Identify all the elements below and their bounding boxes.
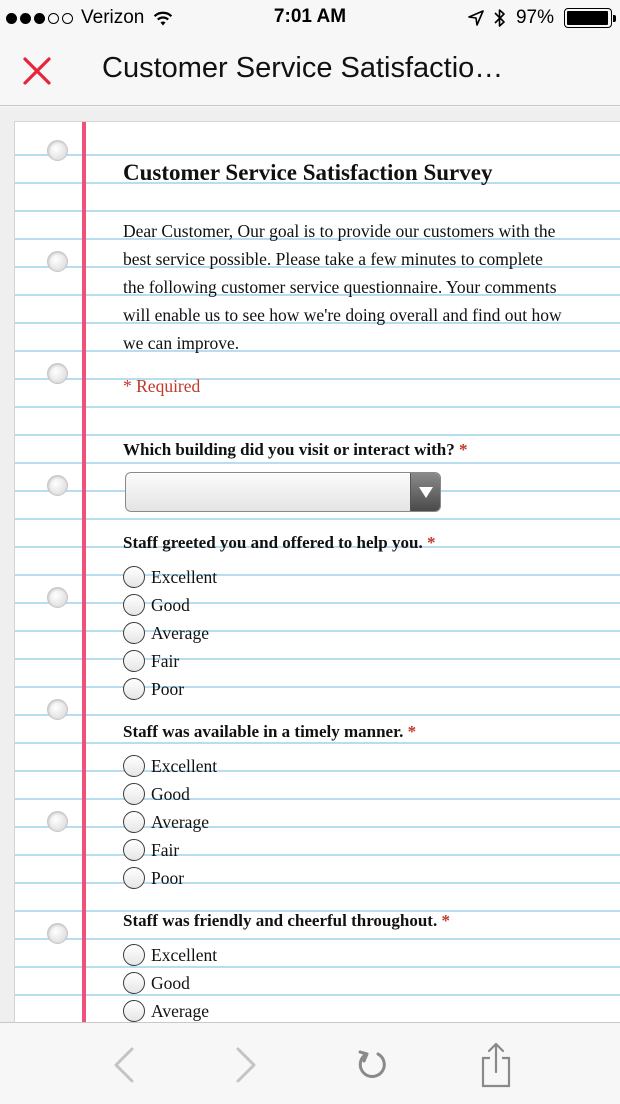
question-label: Staff was friendly and cheerful throughout.	[123, 911, 438, 930]
radio-button[interactable]	[123, 566, 145, 588]
radio-option-available-average[interactable]: Average	[123, 810, 209, 834]
battery-level	[567, 11, 608, 25]
form-title: Customer Service Satisfaction Survey	[123, 160, 493, 185]
share-icon	[479, 1042, 513, 1088]
web-content[interactable]	[0, 107, 620, 1022]
question-greeted	[123, 533, 435, 553]
battery-percent: 97%	[515, 7, 554, 28]
location-arrow-icon	[468, 10, 484, 26]
notebook-paper-background	[14, 121, 620, 1022]
bluetooth-icon	[494, 8, 506, 28]
close-x-icon	[20, 54, 54, 88]
radio-button[interactable]	[123, 783, 145, 805]
chevron-right-icon	[235, 1047, 257, 1083]
required-marker: *	[426, 533, 436, 552]
radio-button[interactable]	[123, 867, 145, 889]
radio-option-friendly-excellent[interactable]: Excellent	[123, 943, 217, 967]
reload-button[interactable]	[352, 1043, 392, 1087]
status-bar	[0, 0, 620, 36]
question-label: Staff was available in a timely manner.	[123, 722, 404, 741]
radio-option-greeted-poor[interactable]: Poor	[123, 677, 184, 701]
radio-button[interactable]	[123, 594, 145, 616]
page-title: Customer Service Satisfactio…	[102, 52, 504, 84]
radio-button[interactable]	[123, 1000, 145, 1022]
required-note: * Required	[123, 376, 201, 396]
radio-button[interactable]	[123, 755, 145, 777]
binder-hole-icon	[47, 363, 68, 384]
radio-option-available-excellent[interactable]: Excellent	[123, 754, 217, 778]
carrier-name: Verizon	[81, 7, 145, 28]
question-building	[123, 440, 467, 460]
radio-option-available-poor[interactable]: Poor	[123, 866, 184, 890]
question-label: Staff greeted you and offered to help you.	[123, 533, 423, 552]
status-right	[468, 7, 612, 29]
radio-option-greeted-fair[interactable]: Fair	[123, 649, 179, 673]
radio-button[interactable]	[123, 972, 145, 994]
radio-option-greeted-average[interactable]: Average	[123, 621, 209, 645]
radio-button[interactable]	[123, 811, 145, 833]
binder-hole-icon	[47, 699, 68, 720]
status-time: 7:01 AM	[273, 6, 347, 27]
required-marker: *	[407, 722, 417, 741]
binder-hole-icon	[47, 811, 68, 832]
binder-hole-icon	[47, 475, 68, 496]
chevron-left-icon	[113, 1047, 135, 1083]
binder-hole-icon	[47, 140, 68, 161]
question-available	[123, 722, 416, 742]
form-description: Dear Customer, Our goal is to provide our customers with the best service possible. Please take a few minutes to complete the following customer service questionnaire. Your comments will enable us to see how we're doing overall and find out how we can improve.	[123, 221, 562, 353]
back-button[interactable]	[104, 1043, 144, 1087]
radio-button[interactable]	[123, 944, 145, 966]
bottom-toolbar	[0, 1022, 620, 1104]
radio-button[interactable]	[123, 622, 145, 644]
binder-hole-icon	[47, 923, 68, 944]
nav-bar	[0, 36, 620, 106]
radio-option-friendly-average[interactable]: Average	[123, 999, 209, 1022]
radio-option-friendly-good[interactable]: Good	[123, 971, 190, 995]
required-marker: *	[441, 911, 450, 930]
reload-icon	[356, 1048, 388, 1082]
building-select[interactable]	[125, 472, 441, 512]
radio-option-greeted-excellent[interactable]: Excellent	[123, 565, 217, 589]
radio-option-available-fair[interactable]: Fair	[123, 838, 179, 862]
radio-button[interactable]	[123, 678, 145, 700]
radio-option-greeted-good[interactable]: Good	[123, 593, 190, 617]
share-button[interactable]	[476, 1043, 516, 1087]
radio-button[interactable]	[123, 839, 145, 861]
binder-hole-icon	[47, 251, 68, 272]
close-button[interactable]	[20, 54, 54, 88]
radio-option-available-good[interactable]: Good	[123, 782, 190, 806]
question-friendly	[123, 911, 450, 931]
chevron-down-icon	[410, 473, 440, 511]
question-label: Which building did you visit or interact with?	[123, 440, 455, 459]
required-marker: *	[458, 440, 468, 459]
battery-icon	[564, 8, 612, 28]
forward-button[interactable]	[226, 1043, 266, 1087]
binder-hole-icon	[47, 587, 68, 608]
radio-button[interactable]	[123, 650, 145, 672]
margin-line	[82, 122, 86, 1022]
